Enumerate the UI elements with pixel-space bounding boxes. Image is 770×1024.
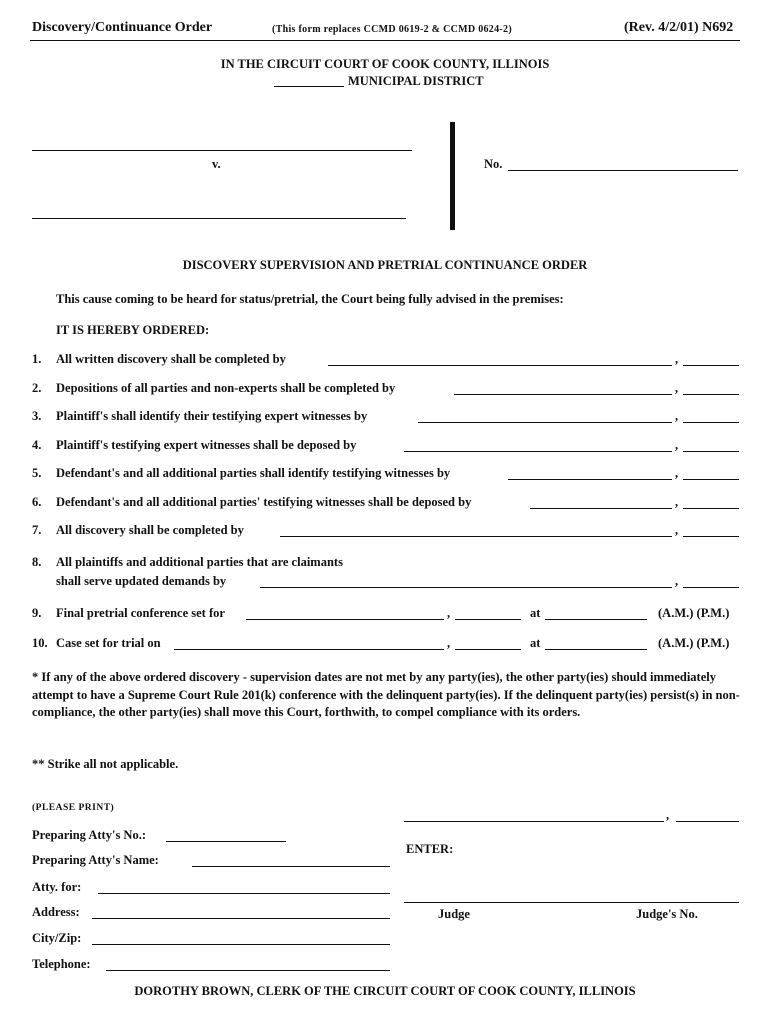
year-blank[interactable]: [683, 479, 739, 480]
order-title: DISCOVERY SUPERVISION AND PRETRIAL CONTINUANCE ORDER: [182, 258, 588, 272]
date-blank[interactable]: [404, 451, 672, 452]
at-label: at: [530, 636, 541, 650]
comma: ,: [675, 438, 679, 452]
clerk-footer: DOROTHY BROWN, CLERK OF THE CIRCUIT COURT OF COOK COUNTY, ILLINOIS: [134, 984, 636, 998]
item-number: 1.: [32, 352, 42, 366]
please-print-label: (PLEASE PRINT): [32, 803, 115, 813]
date-blank[interactable]: [508, 479, 672, 480]
atty-name-label: Preparing Atty's Name:: [32, 853, 159, 867]
year-blank[interactable]: [683, 587, 739, 588]
item-text: Defendant's and all additional parties shall identify testifying witnesses by: [56, 466, 451, 480]
municipal-district-label: MUNICIPAL DISTRICT: [348, 74, 484, 88]
atty-no-field[interactable]: [166, 841, 286, 842]
item-text: Defendant's and all additional parties' testifying witnesses shall be deposed by: [56, 495, 472, 509]
address-field[interactable]: [92, 918, 390, 919]
date-blank[interactable]: [280, 536, 672, 537]
comma: ,: [675, 466, 679, 480]
date-blank[interactable]: [418, 422, 672, 423]
date-blank[interactable]: [530, 508, 672, 509]
comma: ,: [666, 808, 670, 822]
item-number: 9.: [32, 606, 42, 620]
form-revision: (Rev. 4/2/01) N692: [624, 20, 734, 35]
am-pm-label: (A.M.) (P.M.): [658, 636, 730, 650]
order-intro: This cause coming to be heard for status/pretrial, the Court being fully advised in the premises:: [56, 292, 564, 306]
at-label: at: [530, 606, 541, 620]
atty-for-label: Atty. for:: [32, 880, 82, 894]
ordered-heading: IT IS HEREBY ORDERED:: [56, 323, 210, 337]
compliance-note: * If any of the above ordered discovery - supervision dates are not met by any party(ies), the other party(ies) should immediately attempt to have a Supreme Court Rule 201(k) conference with the delinquent party(ies). If the delinquent party(ies) persist(s) in non-compliance, the other party(ies) shall move this Court, forthwith, to compel compliance with its orders.: [32, 670, 740, 719]
time-blank[interactable]: [545, 619, 647, 620]
am-pm-label: (A.M.) (P.M.): [658, 606, 730, 620]
date-blank[interactable]: [328, 365, 672, 366]
district-blank[interactable]: [274, 86, 344, 87]
year-blank[interactable]: [683, 365, 739, 366]
item-text: All plaintiffs and additional parties that are claimants: [56, 555, 343, 569]
comma: ,: [675, 495, 679, 509]
item-number: 10.: [32, 636, 48, 650]
item-text: Depositions of all parties and non-experts shall be completed by: [56, 381, 396, 395]
atty-no-label: Preparing Atty's No.:: [32, 828, 146, 842]
judge-number-label: Judge's No.: [636, 907, 698, 921]
comma: ,: [675, 381, 679, 395]
item-number: 8.: [32, 555, 42, 569]
item-number: 2.: [32, 381, 42, 395]
item-text: Case set for trial on: [56, 636, 161, 650]
form-title: Discovery/Continuance Order: [32, 20, 213, 35]
comma: ,: [675, 574, 679, 588]
plaintiff-line[interactable]: [32, 150, 412, 151]
city-zip-label: City/Zip:: [32, 931, 82, 945]
year-blank[interactable]: [455, 649, 521, 650]
case-number-blank[interactable]: [508, 170, 738, 171]
year-blank[interactable]: [683, 394, 739, 395]
header-rule: [30, 40, 740, 41]
date-blank[interactable]: [260, 587, 672, 588]
form-replaces-note: (This form replaces CCMD 0619-2 & CCMD 0624-2): [272, 24, 512, 35]
defendant-line[interactable]: [32, 218, 406, 219]
item-text: All discovery shall be completed by: [56, 523, 244, 537]
item-text: shall serve updated demands by: [56, 574, 227, 588]
comma: ,: [447, 636, 451, 650]
comma: ,: [447, 606, 451, 620]
enter-label: ENTER:: [406, 842, 454, 856]
comma: ,: [675, 352, 679, 366]
item-number: 5.: [32, 466, 42, 480]
date-blank[interactable]: [174, 649, 444, 650]
court-name: IN THE CIRCUIT COURT OF COOK COUNTY, ILLINOIS: [220, 57, 550, 71]
year-blank[interactable]: [683, 422, 739, 423]
year-blank[interactable]: [455, 619, 521, 620]
strike-note: ** Strike all not applicable.: [32, 757, 179, 771]
comma: ,: [675, 409, 679, 423]
item-number: 4.: [32, 438, 42, 452]
comma: ,: [675, 523, 679, 537]
judge-label: Judge: [438, 907, 470, 921]
item-number: 3.: [32, 409, 42, 423]
date-blank[interactable]: [246, 619, 444, 620]
time-blank[interactable]: [545, 649, 647, 650]
judge-signature-line[interactable]: [404, 902, 739, 903]
address-label: Address:: [32, 905, 80, 919]
item-text: Plaintiff's testifying expert witnesses shall be deposed by: [56, 438, 357, 452]
item-text: Final pretrial conference set for: [56, 606, 225, 620]
item-number: 6.: [32, 495, 42, 509]
telephone-label: Telephone:: [32, 957, 91, 971]
atty-name-field[interactable]: [192, 866, 390, 867]
judge-year-blank[interactable]: [676, 821, 739, 822]
versus-label: v.: [212, 157, 221, 171]
year-blank[interactable]: [683, 536, 739, 537]
year-blank[interactable]: [683, 508, 739, 509]
judge-date-blank[interactable]: [404, 821, 664, 822]
telephone-field[interactable]: [106, 970, 390, 971]
date-blank[interactable]: [454, 394, 672, 395]
year-blank[interactable]: [683, 451, 739, 452]
item-text: Plaintiff's shall identify their testifying expert witnesses by: [56, 409, 368, 423]
item-number: 7.: [32, 523, 42, 537]
atty-for-field[interactable]: [98, 893, 390, 894]
city-zip-field[interactable]: [92, 944, 390, 945]
item-text: All written discovery shall be completed by: [56, 352, 286, 366]
case-number-label: No.: [484, 157, 503, 171]
caption-divider: [450, 122, 455, 230]
